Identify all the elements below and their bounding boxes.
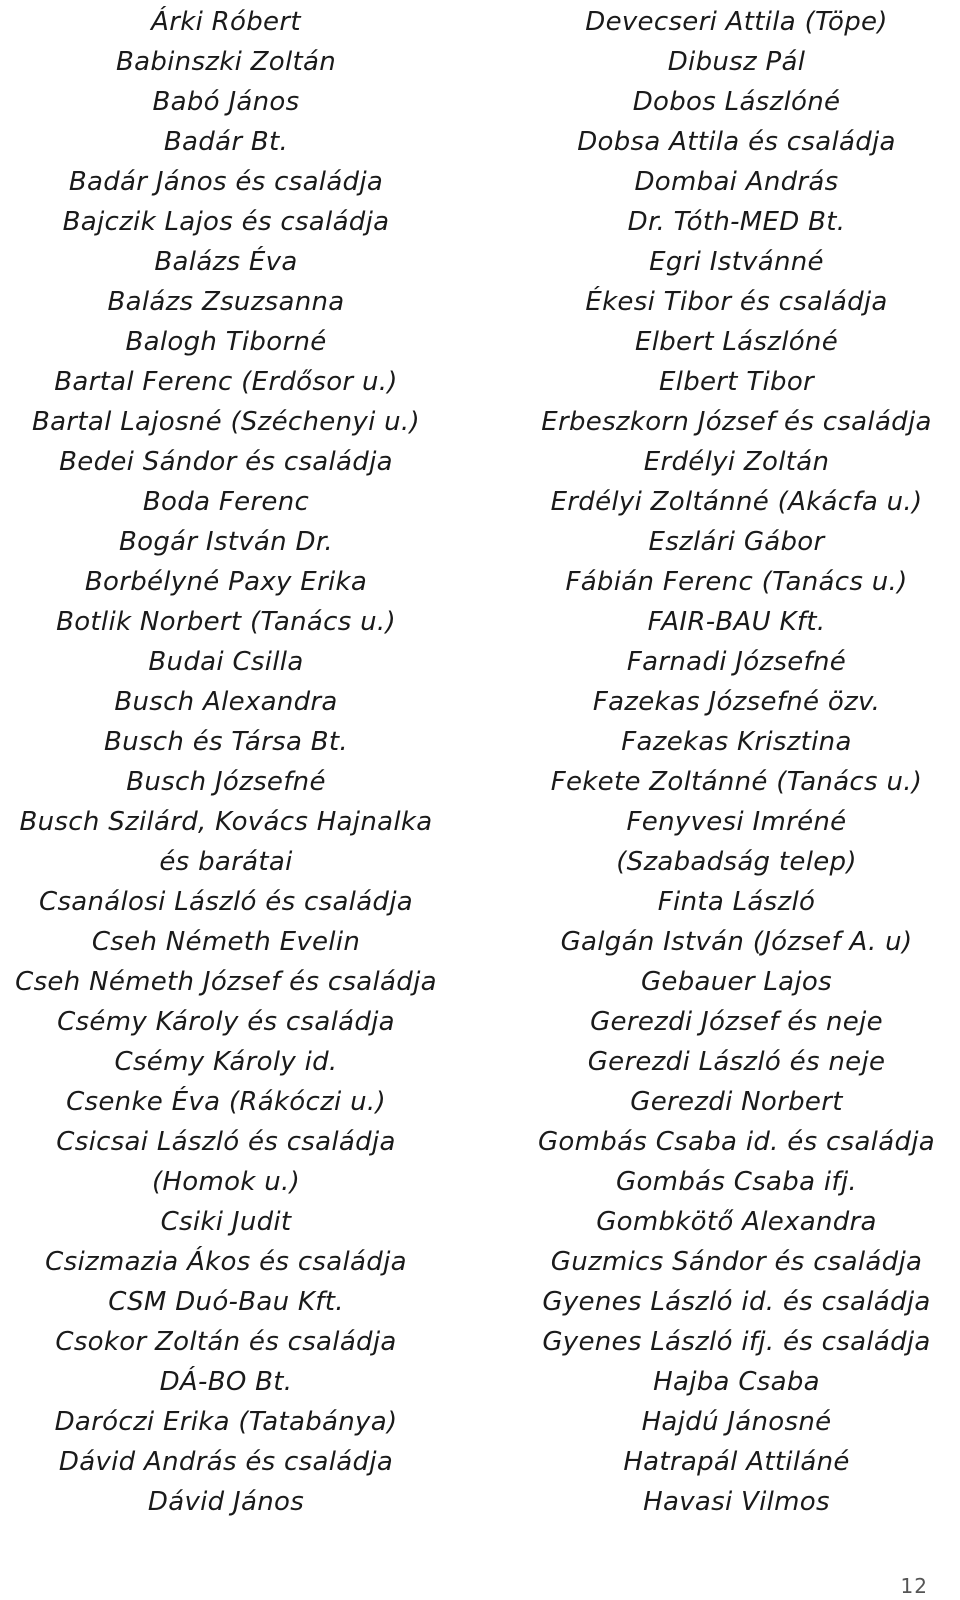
name-entry: FAIR-BAU Kft. [647, 607, 826, 637]
name-entry: Elbert Tibor [658, 367, 815, 397]
name-entry: Csiki Judit [160, 1207, 292, 1237]
name-entry: Balogh Tiborné [125, 327, 327, 357]
name-entry: Busch Józsefné [126, 767, 326, 797]
name-entry: Dobos Lászlóné [632, 87, 841, 117]
name-entry: Fenyvesi Imréné [626, 807, 847, 837]
name-entry: Badár János és családja [68, 167, 384, 197]
name-entry: Busch Szilárd, Kovács Hajnalka [19, 807, 433, 837]
name-entry: Busch és Társa Bt. [104, 727, 348, 757]
name-entry: Fekete Zoltánné (Tanács u.) [550, 767, 923, 797]
name-entry: Hajdú Jánosné [641, 1407, 832, 1437]
name-entry: Gombás Csaba ifj. [616, 1167, 857, 1197]
left-name-column [0, 2, 452, 1522]
name-entry: Erdélyi Zoltán [643, 447, 830, 477]
name-entry: Bajczik Lajos és családja [62, 207, 390, 237]
name-entry: Gyenes László id. és családja [542, 1287, 931, 1317]
name-entry: Guzmics Sándor és családja [550, 1247, 923, 1277]
name-entry: Galgán István (József A. u) [560, 927, 913, 957]
name-entry: Cseh Németh József és családja [15, 967, 437, 997]
name-entry: Finta László [657, 887, 816, 917]
name-entry: Dombai András [634, 167, 839, 197]
name-entry: és barátai [159, 847, 293, 877]
name-entry: Botlik Norbert (Tanács u.) [56, 607, 396, 637]
name-entry: Ékesi Tibor és családja [585, 287, 888, 317]
name-entry: Daróczi Erika (Tatabánya) [54, 1407, 398, 1437]
name-entry: Babó János [152, 87, 300, 117]
name-entry: Hatrapál Attiláné [623, 1447, 850, 1477]
name-entry: Erbeszkorn József és családja [541, 407, 932, 437]
page-number: 12 [900, 1574, 928, 1598]
name-entry: Dobsa Attila és családja [577, 127, 896, 157]
name-entry: Badár Bt. [163, 127, 289, 157]
name-entry: Csémy Károly és családja [57, 1007, 395, 1037]
name-entry: Csokor Zoltán és családja [55, 1327, 397, 1357]
name-entry: Dr. Tóth-MED Bt. [627, 207, 846, 237]
name-entry: Gerezdi József és neje [590, 1007, 883, 1037]
name-entry: Gerezdi Norbert [630, 1087, 843, 1117]
name-entry: CSM Duó-Bau Kft. [108, 1287, 344, 1317]
name-entry: Gombás Csaba id. és családja [537, 1127, 936, 1157]
name-entry: Csémy Károly id. [114, 1047, 338, 1077]
name-entry: Balázs Zsuzsanna [107, 287, 345, 317]
name-entry: Dávid András és családja [58, 1447, 394, 1477]
name-entry: Csicsai László és családja [56, 1127, 396, 1157]
name-entry: Fazekas Józsefné özv. [592, 687, 881, 717]
name-entry: Balázs Éva [154, 247, 298, 277]
name-entry: Gyenes László ifj. és családja [542, 1327, 931, 1357]
name-entry: Dávid János [147, 1487, 305, 1517]
name-entry: Csanálosi László és családja [38, 887, 413, 917]
name-entry: Bogár István Dr. [119, 527, 333, 557]
name-entry: Dibusz Pál [667, 47, 806, 77]
name-entry: Bartal Lajosné (Széchenyi u.) [32, 407, 420, 437]
right-name-column [513, 2, 960, 1522]
name-entry: Egri Istvánné [649, 247, 824, 277]
name-entry: Fábián Ferenc (Tanács u.) [565, 567, 908, 597]
name-entry: (Homok u.) [151, 1167, 301, 1197]
name-entry: DÁ-BO Bt. [159, 1367, 293, 1397]
name-entry: Boda Ferenc [142, 487, 310, 517]
name-entry: Busch Alexandra [114, 687, 338, 717]
name-entry: Borbélyné Paxy Erika [84, 567, 368, 597]
name-entry: Fazekas Krisztina [621, 727, 852, 757]
name-entry: Csizmazia Ákos és családja [45, 1247, 407, 1277]
name-entry: Hajba Csaba [653, 1367, 820, 1397]
name-entry: Gombkötő Alexandra [596, 1207, 877, 1237]
name-entry: Budai Csilla [148, 647, 304, 677]
name-entry: Elbert Lászlóné [634, 327, 839, 357]
name-entry: Havasi Vilmos [643, 1487, 830, 1517]
name-entry: Eszlári Gábor [648, 527, 825, 557]
name-entry: Erdélyi Zoltánné (Akácfa u.) [550, 487, 923, 517]
name-entry: (Szabadság telep) [616, 847, 857, 877]
name-entry: Devecseri Attila (Töpe) [585, 7, 888, 37]
name-entry: Gebauer Lajos [640, 967, 832, 997]
name-entry: Bartal Ferenc (Erdősor u.) [54, 367, 398, 397]
name-entry: Bedei Sándor és családja [59, 447, 393, 477]
name-entry: Gerezdi László és neje [587, 1047, 886, 1077]
name-entry: Farnadi Józsefné [626, 647, 847, 677]
name-entry: Árki Róbert [151, 7, 301, 37]
name-entry: Babinszki Zoltán [115, 47, 337, 77]
name-entry: Cseh Németh Evelin [91, 927, 361, 957]
name-entry: Csenke Éva (Rákóczi u.) [66, 1087, 386, 1117]
